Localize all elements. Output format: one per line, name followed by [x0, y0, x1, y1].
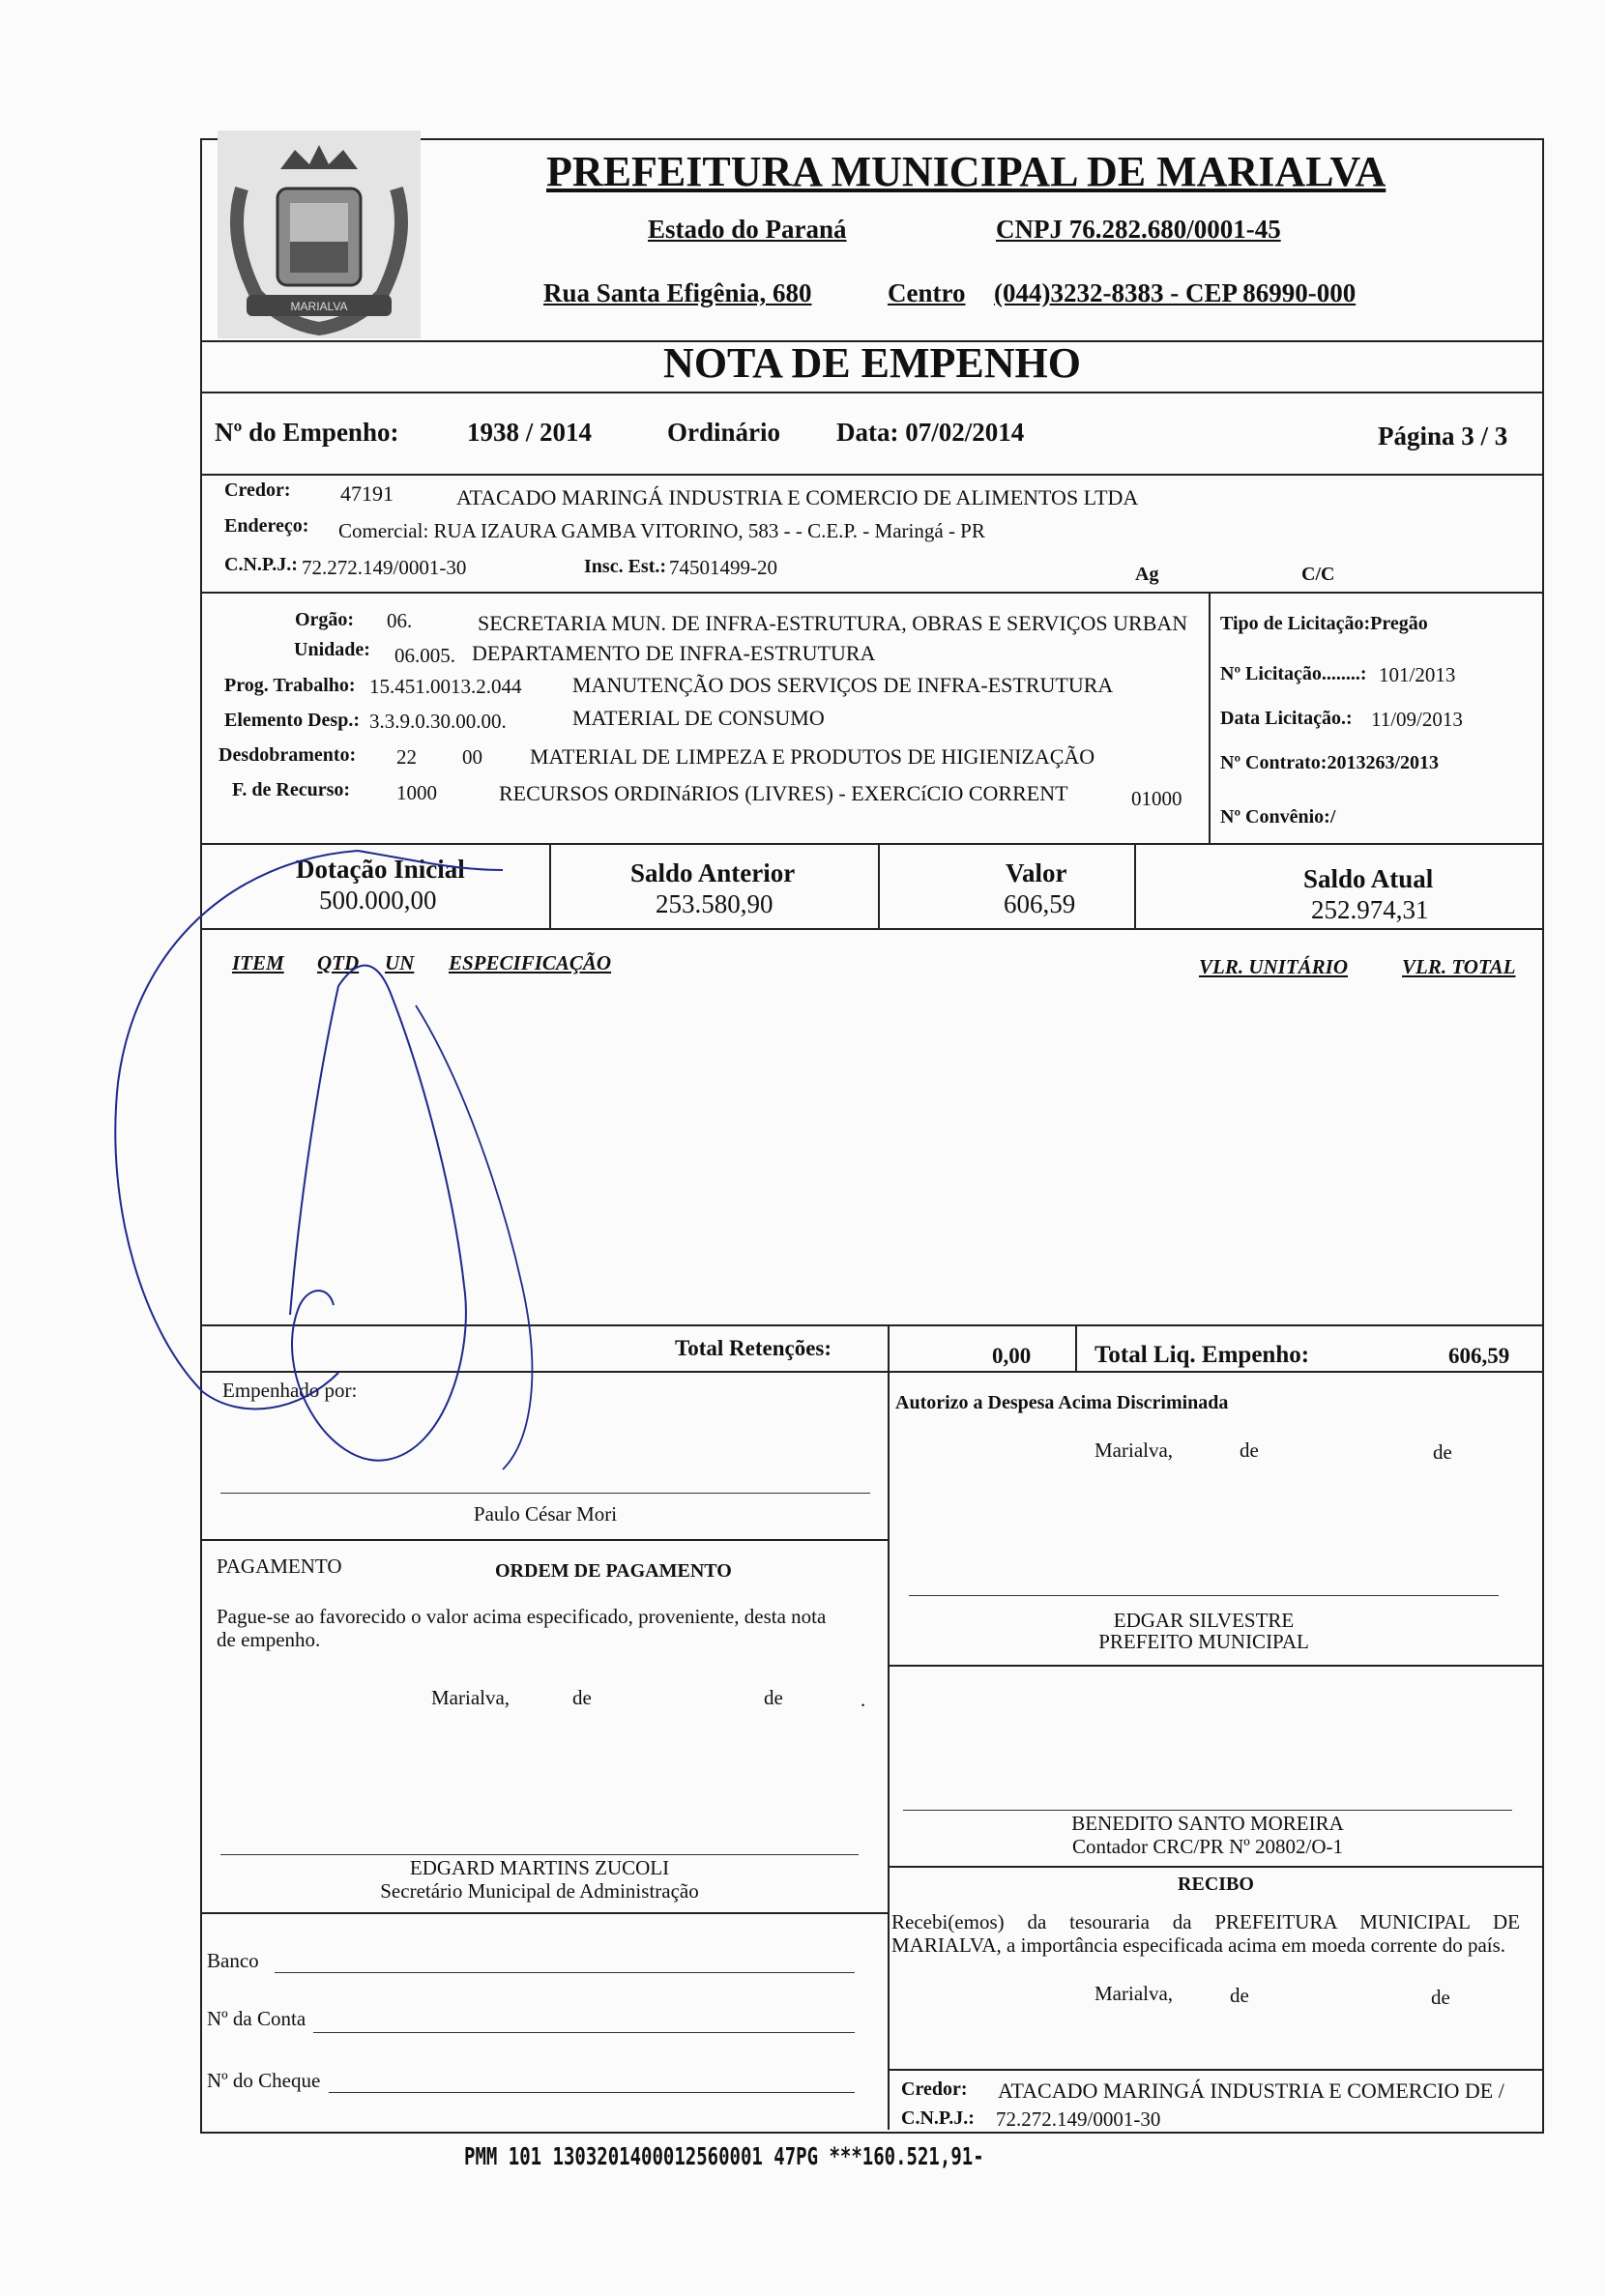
recibo-text: Recebi(emos) da tesouraria da PREFEITURA MUNICIPAL DE MARIALVA, a importância especificada acima em moeda corrente do país. — [891, 1910, 1520, 1957]
recibo-cnpj-label: C.N.P.J.: — [901, 2107, 975, 2129]
licitacao-data-label: Data Licitação.: — [1220, 708, 1353, 729]
liq-value: 606,59 — [1448, 1344, 1510, 1368]
col-un: UN — [385, 951, 415, 974]
empenho-date: Data: 07/02/2014 — [836, 418, 1025, 447]
autorizo-place: Marialva, — [1094, 1439, 1174, 1462]
valor-value: 606,59 — [1004, 889, 1076, 918]
recibo-de1: de — [1230, 1984, 1249, 2007]
desdobramento-label: Desdobramento: — [219, 744, 357, 766]
prog-code: 15.451.0013.2.044 — [369, 675, 522, 698]
recurso-desc: RECURSOS ORDINáRIOS (LIVRES) - EXERCíCIO CORRENT — [499, 781, 1068, 805]
licitacao-data: 11/09/2013 — [1371, 708, 1463, 731]
col-item: ITEM — [232, 951, 284, 974]
col-especificacao: ESPECIFICAÇÃO — [449, 951, 612, 974]
doc-title: NOTA DE EMPENHO — [663, 339, 1081, 387]
elemento-desc: MATERIAL DE CONSUMO — [572, 706, 825, 730]
saldo-atual-label: Saldo Atual — [1303, 864, 1434, 893]
header-street: Rua Santa Efigênia, 680 — [543, 278, 812, 307]
secretario-role: Secretário Municipal de Administração — [380, 1879, 699, 1903]
credor-code: 47191 — [340, 481, 394, 506]
empenho-type: Ordinário — [667, 418, 781, 447]
liq-label: Total Liq. Empenho: — [1094, 1342, 1310, 1368]
elemento-label: Elemento Desp.: — [224, 710, 360, 731]
desdobramento-b: 00 — [462, 745, 482, 769]
address-label: Endereço: — [224, 515, 309, 537]
pen-signature-mark — [97, 831, 715, 1489]
valor-label: Valor — [1006, 858, 1067, 887]
credor-cnpj: 72.272.149/0001-30 — [302, 556, 467, 579]
unidade-code: 06.005. — [394, 644, 455, 667]
prefeito-name: EDGAR SILVESTRE — [1113, 1609, 1295, 1632]
saldo-anterior-label: Saldo Anterior — [630, 858, 796, 887]
recibo-credor: ATACADO MARINGÁ INDUSTRIA E COMERCIO DE / — [998, 2078, 1504, 2103]
elemento-code: 3.3.9.0.30.00.00. — [369, 710, 507, 733]
col-qtd: QTD — [317, 951, 360, 974]
saldo-atual-value: 252.974,31 — [1311, 895, 1429, 924]
orgao-desc: SECRETARIA MUN. DE INFRA-ESTRUTURA, OBRAS E SERVIÇOS URBAN — [478, 611, 1188, 635]
saldo-anterior-value: 253.580,90 — [656, 889, 773, 918]
recibo-label: RECIBO — [1178, 1874, 1254, 1895]
desdobramento-desc: MATERIAL DE LIMPEZA E PRODUTOS DE HIGIENIZAÇÃO — [530, 744, 1095, 769]
recibo-cnpj: 72.272.149/0001-30 — [996, 2107, 1161, 2131]
credor-address: Comercial: RUA IZAURA GAMBA VITORINO, 583 - - C.E.P. - Maringá - PR — [338, 519, 985, 542]
insc-label: Insc. Est.: — [584, 556, 667, 577]
dotacao-value: 500.000,00 — [319, 886, 437, 915]
autorizo-label: Autorizo a Despesa Acima Discriminada — [895, 1392, 1229, 1413]
recurso-code: 1000 — [396, 781, 437, 804]
cheque-label: Nº do Cheque — [207, 2069, 321, 2092]
credor-insc: 74501499-20 — [669, 556, 777, 579]
retencoes-value: 0,00 — [992, 1344, 1032, 1368]
empenhado-label: Empenhado por: — [222, 1379, 358, 1402]
cc-label: C/C — [1301, 564, 1335, 585]
col-vlr-total: VLR. TOTAL — [1402, 955, 1516, 978]
convenio: Nº Convênio:/ — [1220, 806, 1336, 828]
credor-name: ATACADO MARINGÁ INDUSTRIA E COMERCIO DE ALIMENTOS LTDA — [456, 485, 1139, 509]
coat-of-arms-icon — [218, 131, 421, 338]
barcode-text: PMM 101 1303201400012560001 47PG ***160.521,91- — [464, 2142, 984, 2171]
prog-desc: MANUTENÇÃO DOS SERVIÇOS DE INFRA-ESTRUTURA — [572, 673, 1114, 697]
recibo-place: Marialva, — [1094, 1982, 1174, 2005]
empenhado-name: Paulo César Mori — [473, 1502, 618, 1526]
pagamento-place: Marialva, — [431, 1686, 511, 1709]
pagamento-dot: . — [861, 1688, 866, 1711]
orgao-label: Orgão: — [295, 609, 355, 630]
contador-role: Contador CRC/PR Nº 20802/O-1 — [1071, 1835, 1344, 1858]
autorizo-de1: de — [1240, 1439, 1259, 1462]
licitacao-numero-label: Nº Licitação........: — [1220, 663, 1367, 684]
autorizo-de2: de — [1433, 1440, 1452, 1464]
pagamento-de2: de — [764, 1686, 783, 1709]
licitacao-tipo: Tipo de Licitação:Pregão — [1220, 613, 1428, 634]
header-state: Estado do Paraná — [648, 215, 847, 244]
orgao-code: 06. — [387, 609, 413, 632]
recurso-code-2: 01000 — [1131, 787, 1182, 810]
col-vlr-unitario: VLR. UNITÁRIO — [1199, 955, 1349, 978]
page-number: Página 3 / 3 — [1378, 421, 1508, 450]
cnpj-label: C.N.P.J.: — [224, 554, 298, 575]
pagamento-de1: de — [572, 1686, 592, 1709]
header-cnpj: CNPJ 76.282.680/0001-45 — [996, 215, 1281, 244]
dotacao-label: Dotação Inicial — [296, 855, 465, 884]
header-neighborhood: Centro — [888, 278, 966, 307]
pagamento-label: PAGAMENTO — [217, 1555, 342, 1578]
empenho-number-label: Nº do Empenho: — [215, 418, 399, 447]
recibo-de2: de — [1431, 1986, 1450, 2009]
licitacao-numero: 101/2013 — [1379, 663, 1456, 686]
retencoes-label: Total Retenções: — [675, 1336, 832, 1360]
unidade-label: Unidade: — [294, 639, 370, 660]
header-title: PREFEITURA MUNICIPAL DE MARIALVA — [546, 148, 1386, 195]
ag-label: Ag — [1135, 564, 1159, 585]
ordem-pagamento-label: ORDEM DE PAGAMENTO — [495, 1560, 732, 1582]
secretario-name: EDGARD MARTINS ZUCOLI — [409, 1856, 670, 1879]
prog-label: Prog. Trabalho: — [224, 675, 356, 696]
prefeito-role: PREFEITO MUNICIPAL — [1098, 1630, 1309, 1653]
header-phone-cep: (044)3232-8383 - CEP 86990-000 — [994, 278, 1357, 307]
contador-name: BENEDITO SANTO MOREIRA — [1071, 1812, 1344, 1835]
contrato: Nº Contrato:2013263/2013 — [1220, 752, 1440, 773]
recurso-label: F. de Recurso: — [232, 779, 351, 800]
conta-label: Nº da Conta — [207, 2007, 306, 2030]
desdobramento-a: 22 — [396, 745, 417, 769]
pagamento-text: Pague-se ao favorecido o valor acima especificado, proveniente, desta nota de empenho. — [217, 1605, 827, 1651]
recibo-credor-label: Credor: — [901, 2078, 968, 2100]
empenho-number: 1938 / 2014 — [467, 418, 593, 447]
banco-label: Banco — [207, 1949, 259, 1972]
unidade-desc: DEPARTAMENTO DE INFRA-ESTRUTURA — [472, 641, 876, 665]
svg-text:MARIALVA: MARIALVA — [290, 300, 348, 313]
credor-label: Credor: — [224, 480, 291, 501]
